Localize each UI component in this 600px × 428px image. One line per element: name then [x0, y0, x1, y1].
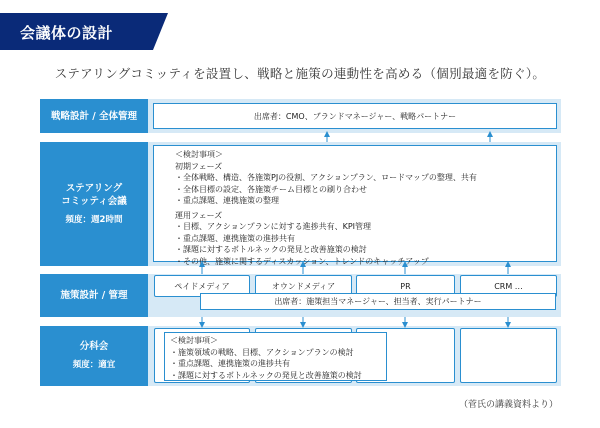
measures-label: 施策設計 / 管理 [60, 290, 128, 301]
subcommittee-topic-line: ・施策領域の戦略、目標、アクションプランの検討 [170, 347, 354, 357]
steering-topic-line: 初期フェーズ [175, 161, 223, 171]
channel-crm: CRM … [460, 275, 557, 297]
page-title: 会議体の設計 [20, 24, 114, 42]
steering-frequency: 頻度：週2時間 [65, 214, 123, 225]
steering-topic-line: ・目標、アクションプランに対する進捗共有、KPI管理 [175, 222, 372, 231]
subtitle: ステアリングコミッティを設置し、戦略と施策の連動性を高める（個別最適を防ぐ）。 [54, 66, 546, 81]
subcommittee-topic-line: ・重点課題、連携施策の進捗共有 [170, 359, 290, 368]
channel-pr: PR [356, 275, 455, 297]
steering-label-line1: ステアリング [65, 182, 123, 194]
steering-topic-line: ・その他、施策に関するディスカッション、トレンドのキャッチアップ [175, 256, 429, 266]
channel-owned-media: オウンドメディア [255, 275, 352, 297]
subcommittee-topic-line: ＜検討事項＞ [170, 336, 218, 345]
strategy-attendees: 出席者：CMO、ブランドマネージャー、戦略パートナー [253, 111, 457, 121]
steering-topic-line: ・重点課題、連携施策の進捗共有 [175, 233, 295, 243]
steering-topic-line: ＜検討事項＞ [175, 150, 223, 159]
steering-topic-line: 運用フェーズ [175, 210, 223, 220]
steering-topic-line: ・重点課題、連携施策の整理 [175, 196, 279, 205]
strategy-label: 戦略設計 / 全体管理 [50, 110, 138, 122]
steering-topic-line: ・課題に対するボトルネックの発見と改善施策の検討 [175, 245, 367, 254]
steering-label-line2: コミッティ会議 [61, 195, 127, 207]
source-note: （菅氏の講義資料より） [458, 400, 558, 410]
channel-paid-media: ペイドメディア [154, 275, 250, 297]
subcommittee-frequency: 頻度：適宜 [72, 360, 116, 370]
subcommittee-topic-line: ・課題に対するボトルネックの発見と改善施策の検討 [170, 370, 362, 380]
measures-attendees: 出席者：施策担当マネージャー、担当者、実行パートナー [274, 297, 482, 306]
subcommittee-label: 分科会 [79, 341, 109, 352]
steering-topic-line: ・全体目標の設定、各施策チーム目標との刷り合わせ [175, 184, 367, 194]
steering-topic-line: ・全体戦略、構造、各施策PJの役割、アクションプラン、ロードマップの整理、共有 [175, 173, 477, 182]
